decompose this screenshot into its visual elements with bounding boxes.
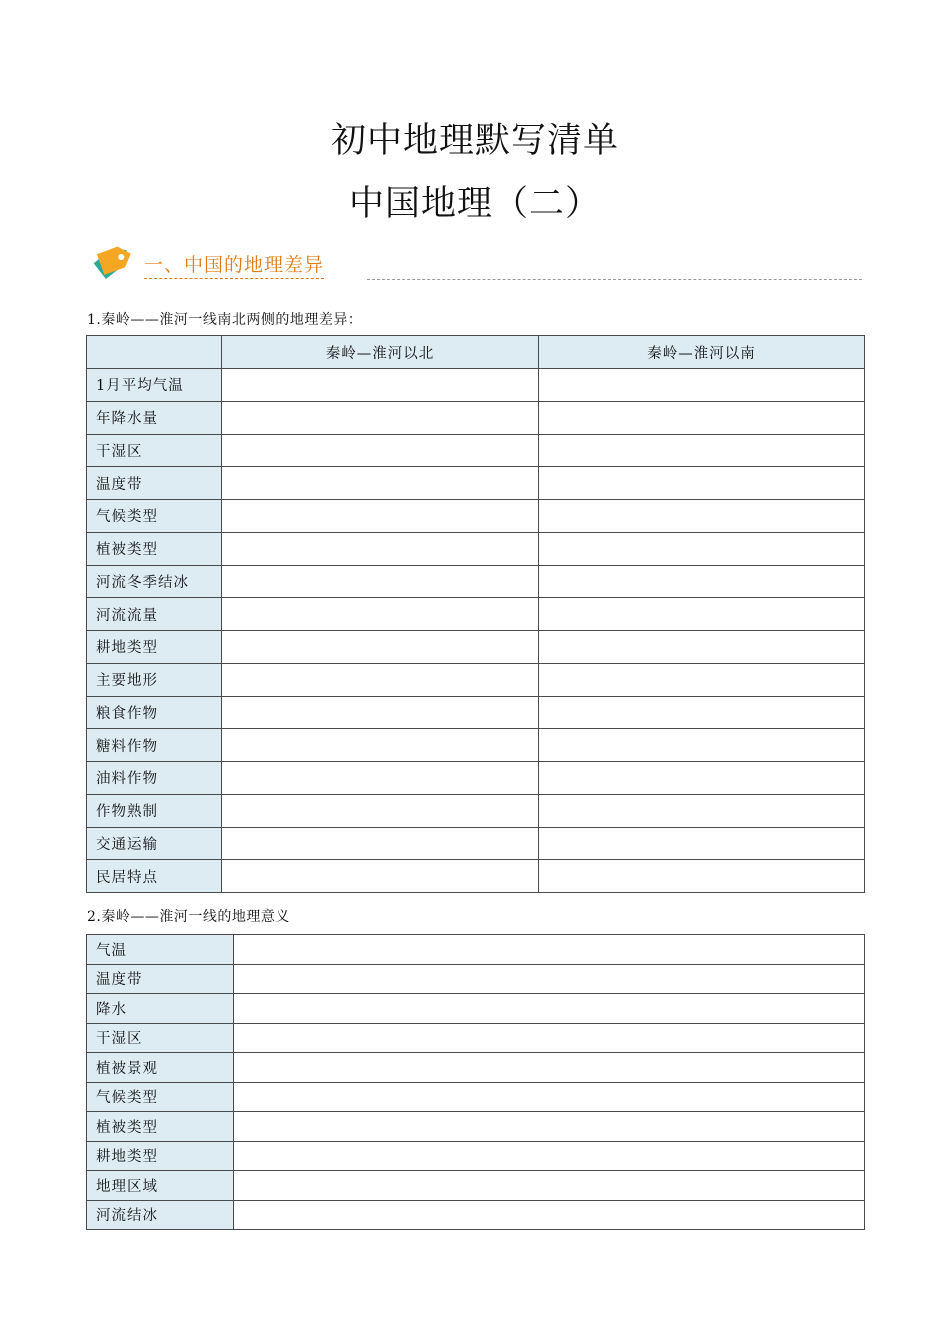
table-row bbox=[87, 794, 865, 827]
row-label: 耕地类型 bbox=[87, 631, 222, 664]
answer-cell[interactable] bbox=[234, 1141, 865, 1171]
answer-cell[interactable] bbox=[234, 1171, 865, 1201]
row-label: 植被类型 bbox=[87, 1112, 234, 1142]
answer-cell[interactable] bbox=[234, 964, 865, 994]
answer-cell[interactable] bbox=[234, 1200, 865, 1230]
significance-table bbox=[86, 934, 865, 1230]
row-label: 温度带 bbox=[87, 964, 234, 994]
table-row bbox=[87, 935, 865, 965]
table-row bbox=[87, 631, 865, 664]
table-row bbox=[87, 860, 865, 893]
table-row bbox=[87, 565, 865, 598]
north-answer-cell[interactable] bbox=[222, 762, 539, 795]
row-label: 植被类型 bbox=[87, 532, 222, 565]
row-label: 民居特点 bbox=[87, 860, 222, 893]
north-answer-cell[interactable] bbox=[222, 467, 539, 500]
row-label: 耕地类型 bbox=[87, 1141, 234, 1171]
table-row bbox=[87, 532, 865, 565]
page-subtitle: 中国地理（二） bbox=[348, 184, 601, 224]
answer-cell[interactable] bbox=[234, 1112, 865, 1142]
north-answer-cell[interactable] bbox=[222, 729, 539, 762]
north-answer-cell[interactable] bbox=[222, 598, 539, 631]
row-label: 干湿区 bbox=[87, 1023, 234, 1053]
table-row bbox=[87, 827, 865, 860]
table-row bbox=[87, 762, 865, 795]
section-divider bbox=[367, 279, 862, 280]
answer-cell[interactable] bbox=[234, 1082, 865, 1112]
answer-cell[interactable] bbox=[234, 994, 865, 1024]
row-label: 气候类型 bbox=[87, 1082, 234, 1112]
table-row bbox=[87, 467, 865, 500]
table-row bbox=[87, 1141, 865, 1171]
row-label: 河流冬季结冰 bbox=[87, 565, 222, 598]
south-answer-cell[interactable] bbox=[539, 762, 865, 795]
table-row bbox=[87, 1200, 865, 1230]
south-answer-cell[interactable] bbox=[539, 434, 865, 467]
north-answer-cell[interactable] bbox=[222, 565, 539, 598]
question-1-caption: 1.秦岭——淮河一线南北两侧的地理差异： bbox=[87, 312, 363, 328]
south-answer-cell[interactable] bbox=[539, 663, 865, 696]
south-answer-cell[interactable] bbox=[539, 532, 865, 565]
row-label: 粮食作物 bbox=[87, 696, 222, 729]
north-answer-cell[interactable] bbox=[222, 532, 539, 565]
row-label: 交通运输 bbox=[87, 827, 222, 860]
table-row bbox=[87, 1112, 865, 1142]
south-answer-cell[interactable] bbox=[539, 500, 865, 533]
row-label: 降水 bbox=[87, 994, 234, 1024]
south-answer-cell[interactable] bbox=[539, 467, 865, 500]
answer-cell[interactable] bbox=[234, 1053, 865, 1083]
north-answer-cell[interactable] bbox=[222, 860, 539, 893]
north-answer-cell[interactable] bbox=[222, 663, 539, 696]
north-answer-cell[interactable] bbox=[222, 696, 539, 729]
table-row bbox=[87, 994, 865, 1024]
table-row bbox=[87, 696, 865, 729]
row-label: 气候类型 bbox=[87, 500, 222, 533]
table-row bbox=[87, 964, 865, 994]
table-row bbox=[87, 434, 865, 467]
row-label: 作物熟制 bbox=[87, 794, 222, 827]
table-row bbox=[87, 729, 865, 762]
row-label: 1月平均气温 bbox=[87, 369, 222, 402]
table-row bbox=[87, 1023, 865, 1053]
page-title: 初中地理默写清单 bbox=[330, 121, 619, 161]
table-row bbox=[87, 1053, 865, 1083]
north-answer-cell[interactable] bbox=[222, 794, 539, 827]
north-answer-cell[interactable] bbox=[222, 500, 539, 533]
differences-table bbox=[86, 335, 865, 893]
row-label: 河流结冰 bbox=[87, 1200, 234, 1230]
north-answer-cell[interactable] bbox=[222, 827, 539, 860]
south-answer-cell[interactable] bbox=[539, 631, 865, 664]
north-answer-cell[interactable] bbox=[222, 434, 539, 467]
south-answer-cell[interactable] bbox=[539, 794, 865, 827]
header-south: 秦岭—淮河以南 bbox=[539, 336, 865, 369]
tag-icon bbox=[92, 238, 136, 282]
question-2-caption: 2.秦岭——淮河一线的地理意义 bbox=[87, 909, 290, 925]
table-row bbox=[87, 1082, 865, 1112]
answer-cell[interactable] bbox=[234, 1023, 865, 1053]
south-answer-cell[interactable] bbox=[539, 696, 865, 729]
row-label: 主要地形 bbox=[87, 663, 222, 696]
row-label: 干湿区 bbox=[87, 434, 222, 467]
south-answer-cell[interactable] bbox=[539, 729, 865, 762]
north-answer-cell[interactable] bbox=[222, 369, 539, 402]
south-answer-cell[interactable] bbox=[539, 401, 865, 434]
table-row bbox=[87, 401, 865, 434]
south-answer-cell[interactable] bbox=[539, 598, 865, 631]
table-row bbox=[87, 369, 865, 402]
south-answer-cell[interactable] bbox=[539, 827, 865, 860]
south-answer-cell[interactable] bbox=[539, 860, 865, 893]
section-header bbox=[92, 238, 862, 284]
row-label: 温度带 bbox=[87, 467, 222, 500]
header-north: 秦岭—淮河以北 bbox=[222, 336, 539, 369]
table-row bbox=[87, 500, 865, 533]
table-row bbox=[87, 1171, 865, 1201]
row-label: 油料作物 bbox=[87, 762, 222, 795]
row-label: 河流流量 bbox=[87, 598, 222, 631]
row-label: 年降水量 bbox=[87, 401, 222, 434]
north-answer-cell[interactable] bbox=[222, 401, 539, 434]
table-row bbox=[87, 663, 865, 696]
south-answer-cell[interactable] bbox=[539, 369, 865, 402]
row-label: 糖料作物 bbox=[87, 729, 222, 762]
row-label: 植被景观 bbox=[87, 1053, 234, 1083]
row-label: 地理区域 bbox=[87, 1171, 234, 1201]
section-title: 一、中国的地理差异 bbox=[144, 250, 324, 279]
south-answer-cell[interactable] bbox=[539, 565, 865, 598]
table-row bbox=[87, 598, 865, 631]
answer-cell[interactable] bbox=[234, 935, 865, 965]
header-empty bbox=[87, 336, 222, 369]
row-label: 气温 bbox=[87, 935, 234, 965]
north-answer-cell[interactable] bbox=[222, 631, 539, 664]
